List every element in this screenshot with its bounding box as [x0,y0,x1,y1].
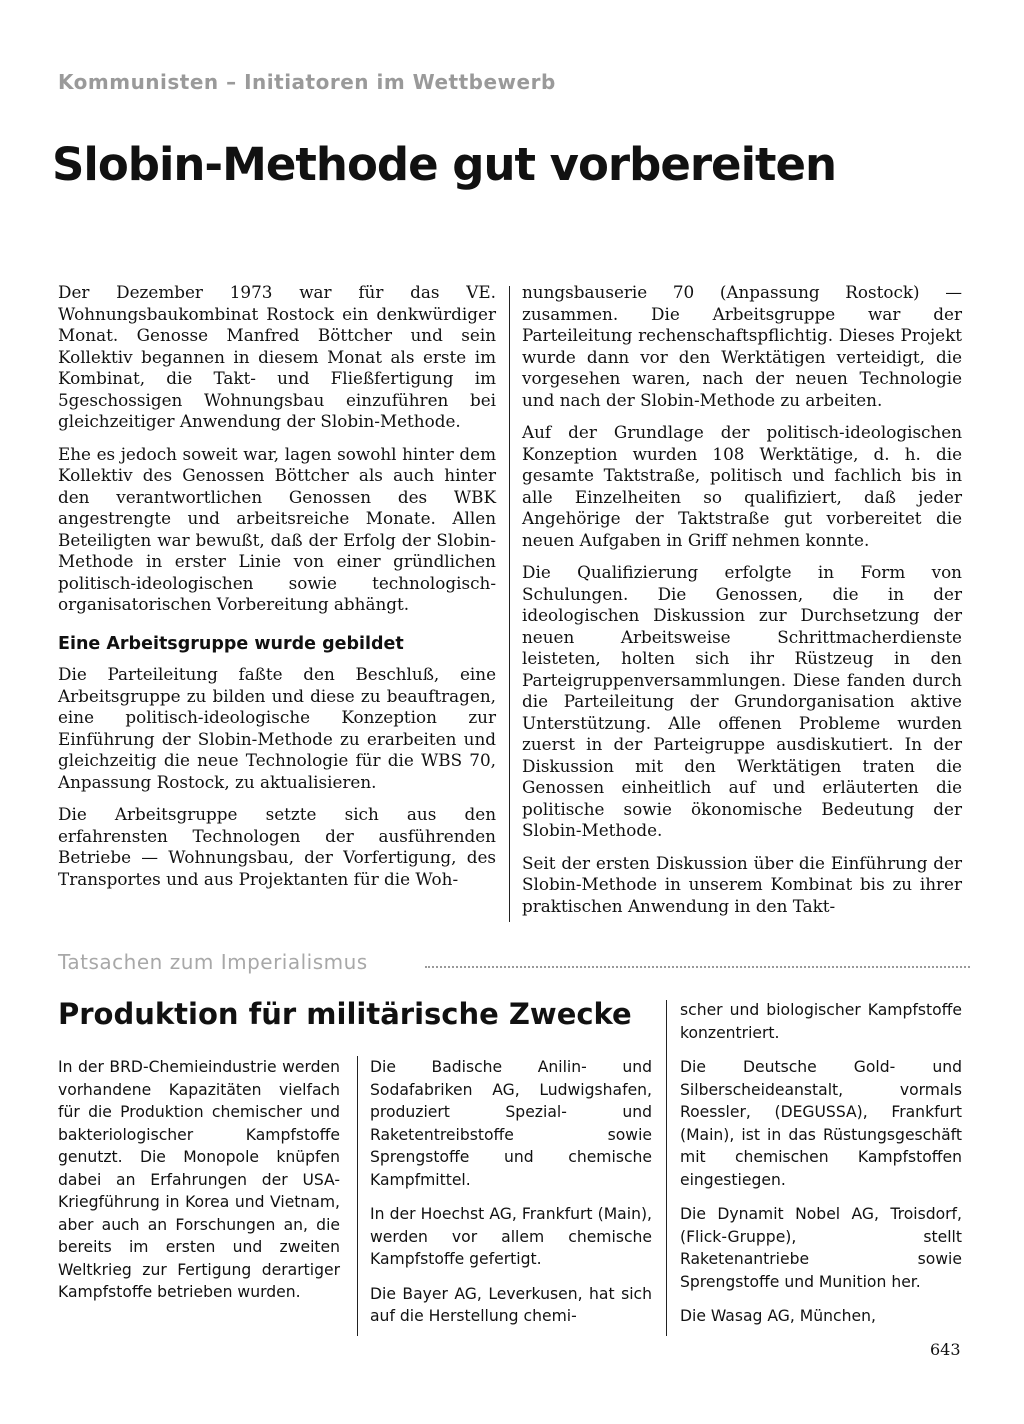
article2-column-1 [58,1056,340,1316]
page-number: 643 [930,1340,961,1359]
article2-col3-paragraph: Die Deutsche Gold- und Silberscheideanstalt, vormals Roessler, (DEGUSSA), Frankfurt (Main), ist in das Rüstungsgeschäft mit chemischen Kampfstoffen eingestiegen. [680,1058,962,1189]
article2-col2-paragraph: Die Bayer AG, Leverkusen, hat sich auf die Herstellung chemi- [370,1284,652,1325]
article1-kicker: Kommunisten – Initiatoren im Wettbewerb [58,70,556,94]
article1-col2-paragraph: nungsbauserie 70 (Anpassung Rostock) — zusammen. Die Arbeitsgruppe war der Parteileitung rechenschaftspflichtig. Dieses Projekt wurde dann vor den Werktätigen verteidigt, die vorgesehen waren, nach der neuen Technologie und nach der Slobin-Methode zu arbeiten. [522,282,962,410]
article2-headline: Produktion für militärische Zwecke [58,997,632,1031]
article1-column-2 [522,282,962,928]
article1-col2-paragraph: Die Qualifizierung erfolgte in Form von Schulungen. Die Genossen, die in der ideologischen Diskussion zur Durchsetzung der neuen Arbeitsweise Schrittmacherdienste leisteten, holten sich ihr Rüstzeug in den Parteigruppenversammlungen. Diese fanden durch die Parteileitung der Grundorganisation aktive Unterstützung. Alle offenen Probleme wurden zuerst in der Parteigruppe ausdiskutiert. In der Diskussion mit den Werktätigen traten die Genossen einheitlich auf und erläuterten die politische sowie ökonomische Bedeutung der Slobin-Methode. [522,562,962,840]
article1-col2-paragraph: Auf der Grundlage der politisch-ideologischen Konzeption wurden 108 Werktätige, d. h. die gesamte Taktstraße, politisch und fachlich bis in alle Einzelheiten so qualifiziert, daß jeder Angehörige der Taktstraße gut vorbereitet die neuen Aufgaben in Griff nehmen konnte. [522,422,962,550]
article1-col1-paragraph: Ehe es jedoch soweit war, lagen sowohl hinter dem Kollektiv des Genossen Böttcher als auch hinter den verantwortlichen Genossen des WBK angestrengte und arbeitsreiche Monate. Allen Beteiligten war bewußt, daß der Erfolg der Slobin-Methode in erster Linie von einer gründlichen politisch-ideologischen sowie technologisch-organisatorischen Vorbereitung abhängt. [58,443,496,614]
article2-column-3 [680,999,962,1340]
column-divider [357,1056,358,1336]
article2-col3-paragraph: scher und biologischer Kampfstoffe konzentriert. [680,1001,962,1042]
article2-col3-paragraph: Die Dynamit Nobel AG, Troisdorf, (Flick-Gruppe), stellt Raketenantriebe sowie Sprengstoffe und Munition her. [680,1205,962,1291]
article2-col3-paragraph: Die Wasag AG, München, [680,1307,876,1325]
article2-col2-paragraph: In der Hoechst AG, Frankfurt (Main), werden vor allem chemische Kampfstoffe gefertigt. [370,1205,652,1268]
article2-col1-paragraph: In der BRD-Chemieindustrie werden vorhandene Kapazitäten vielfach für die Produktion chemischer und bakteriologischer Kampfstoffe genutzt. Die Monopole knüpfen dabei an Erfahrungen der USA-Kriegführung in Korea und Vietnam, aber auch an Forschungen an, die bereits im ersten und zweiten Weltkrieg zur Fertigung derartiger Kampfstoffe betrieben wurden. [58,1058,340,1301]
article1-col1-paragraph: Der Dezember 1973 war für das VE. Wohnungsbaukombinat Rostock ein denkwürdiger Monat. Genosse Manfred Böttcher und sein Kollektiv begannen in diesem Monat als erste im Kombinat, die Takt- und Fließfertigung im 5geschossigen Wohnungsbau einzuführen bei gleichzeitiger Anwendung der Slobin-Methode. [58,282,496,431]
article2-kicker: Tatsachen zum Imperialismus [58,950,368,974]
section-divider [425,966,970,968]
article1-headline: Slobin-Methode gut vorbereiten [52,138,837,191]
article1-column-1 [58,282,496,901]
article1-subheading: Eine Arbeitsgruppe wurde gebildet [58,633,404,654]
column-divider [666,1000,667,1336]
article1-col2-paragraph: Seit der ersten Diskussion über die Einführung der Slobin-Methode in unserem Kombinat bis zu ihrer praktischen Anwendung in den Takt- [522,852,962,916]
column-divider [509,286,510,922]
article2-column-2 [370,1056,652,1340]
article1-col1-paragraph: Die Parteileitung faßte den Beschluß, eine Arbeitsgruppe zu bilden und diese zu beauftragen, eine politisch-ideologische Konzeption zur Einführung der Slobin-Methode zu erarbeiten und gleichzeitig die neue Technologie für die WBS 70, Anpassung Rostock, zu aktualisieren. [58,664,496,792]
article2-col2-paragraph: Die Badische Anilin- und Sodafabriken AG, Ludwigshafen, produziert Spezial- und Raketentreibstoffe sowie Sprengstoffe und chemische Kampfmittel. [370,1058,652,1189]
article1-col1-paragraph: Die Arbeitsgruppe setzte sich aus den erfahrensten Technologen der ausführenden Betriebe — Wohnungsbau, der Vorfertigung, des Transportes und aus Projektanten für die Woh- [58,804,496,889]
